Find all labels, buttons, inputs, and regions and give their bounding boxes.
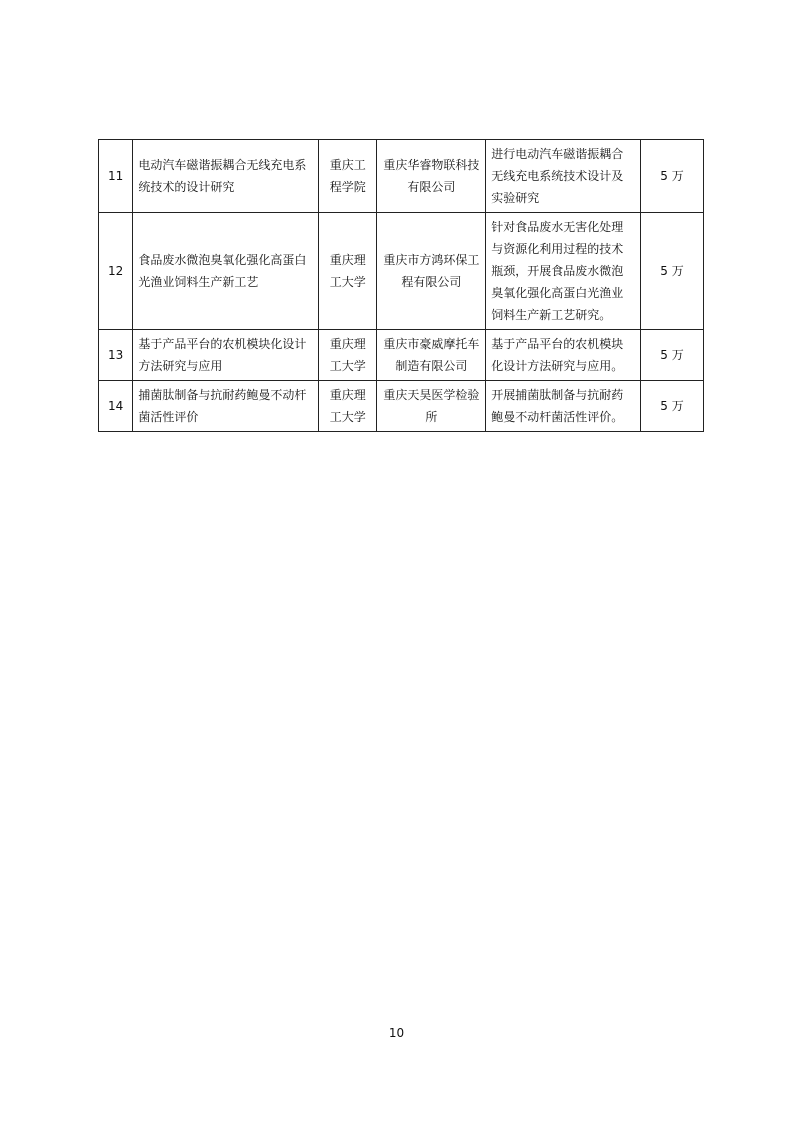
row-number: 11 xyxy=(99,140,133,213)
project-name: 电动汽车磁谐振耦合无线充电系统技术的设计研究 xyxy=(133,140,319,213)
project-name: 基于产品平台的农机模块化设计方法研究与应用 xyxy=(133,330,319,381)
table-row xyxy=(99,213,704,330)
company: 重庆市豪威摩托车制造有限公司 xyxy=(377,330,486,381)
research-content: 开展捕菌肽制备与抗耐药鲍曼不动杆菌活性评价。 xyxy=(486,381,641,432)
project-name: 食品废水微泡臭氧化强化高蛋白光渔业饲料生产新工艺 xyxy=(133,213,319,330)
page-number: 10 xyxy=(388,1026,405,1040)
funding-amount: 5 万 xyxy=(640,381,703,432)
company: 重庆市方鸿环保工程有限公司 xyxy=(377,213,486,330)
project-name: 捕菌肽制备与抗耐药鲍曼不动杆菌活性评价 xyxy=(133,381,319,432)
row-number: 13 xyxy=(99,330,133,381)
funding-amount: 5 万 xyxy=(640,330,703,381)
table-row xyxy=(99,330,704,381)
university: 重庆理工大学 xyxy=(319,213,377,330)
table-row xyxy=(99,381,704,432)
table-row xyxy=(99,140,704,213)
university: 重庆理工大学 xyxy=(319,330,377,381)
funding-amount: 5 万 xyxy=(640,140,703,213)
university: 重庆工程学院 xyxy=(319,140,377,213)
company: 重庆华睿物联科技有限公司 xyxy=(377,140,486,213)
funding-amount: 5 万 xyxy=(640,213,703,330)
project-table xyxy=(98,139,704,432)
company: 重庆天昊医学检验所 xyxy=(377,381,486,432)
research-content: 进行电动汽车磁谐振耦合无线充电系统技术设计及实验研究 xyxy=(486,140,641,213)
university: 重庆理工大学 xyxy=(319,381,377,432)
research-content: 基于产品平台的农机模块化设计方法研究与应用。 xyxy=(486,330,641,381)
row-number: 14 xyxy=(99,381,133,432)
row-number: 12 xyxy=(99,213,133,330)
research-content: 针对食品废水无害化处理与资源化利用过程的技术瓶颈，开展食品废水微泡臭氧化强化高蛋白光渔业饲料生产新工艺研究。 xyxy=(486,213,641,330)
